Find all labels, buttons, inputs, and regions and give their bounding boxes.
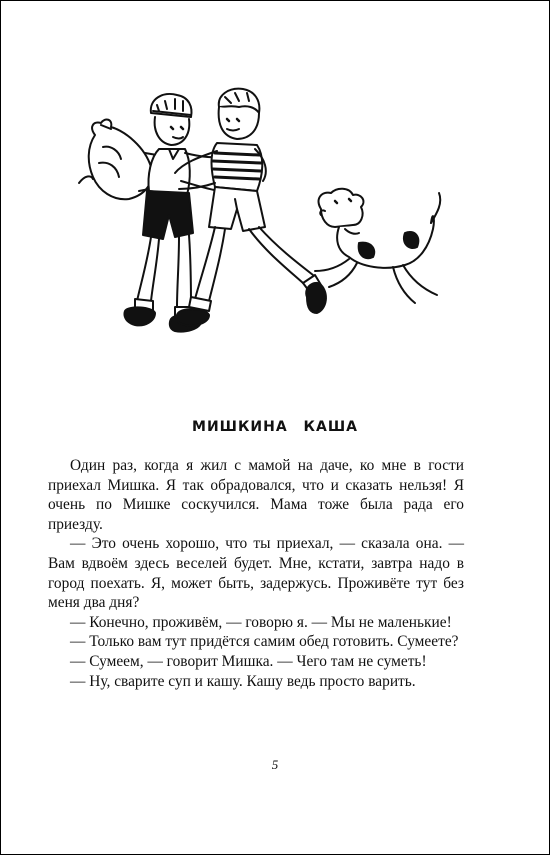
paragraph: — Это очень хорошо, что ты приехал, — сказала она. — Вам вдвоём здесь веселей будет. Мне, кстати, завтра надо в город поехать. Я, может быть, задержусь. Проживёте тут без меня два дня? [48,535,464,612]
page-number: 5 [271,757,279,772]
boy-narrator [175,89,326,326]
illustration-boys-and-dog [59,87,459,341]
body-text [48,456,464,691]
dog-icon [315,189,440,303]
paragraph: — Ну, сварите суп и кашу. Кашу ведь просто варить. [70,672,416,690]
paragraph: — Конечно, проживём, — говорю я. — Мы не маленькие! [70,613,452,631]
paragraph: — Сумеем, — говорит Мишка. — Чего там не суметь! [70,652,427,670]
paragraph: — Только вам тут придётся самим обед готовить. Сумеете? [70,633,459,651]
chapter-title: МИШКИНА КАША [192,419,358,435]
paragraph: Один раз, когда я жил с мамой на даче, ко мне в гости приехал Мишка. Я так обрадовался, что и сказать нельзя! Я очень по Мишке соскучился. Мама тоже была рада его приезду. [48,457,464,533]
